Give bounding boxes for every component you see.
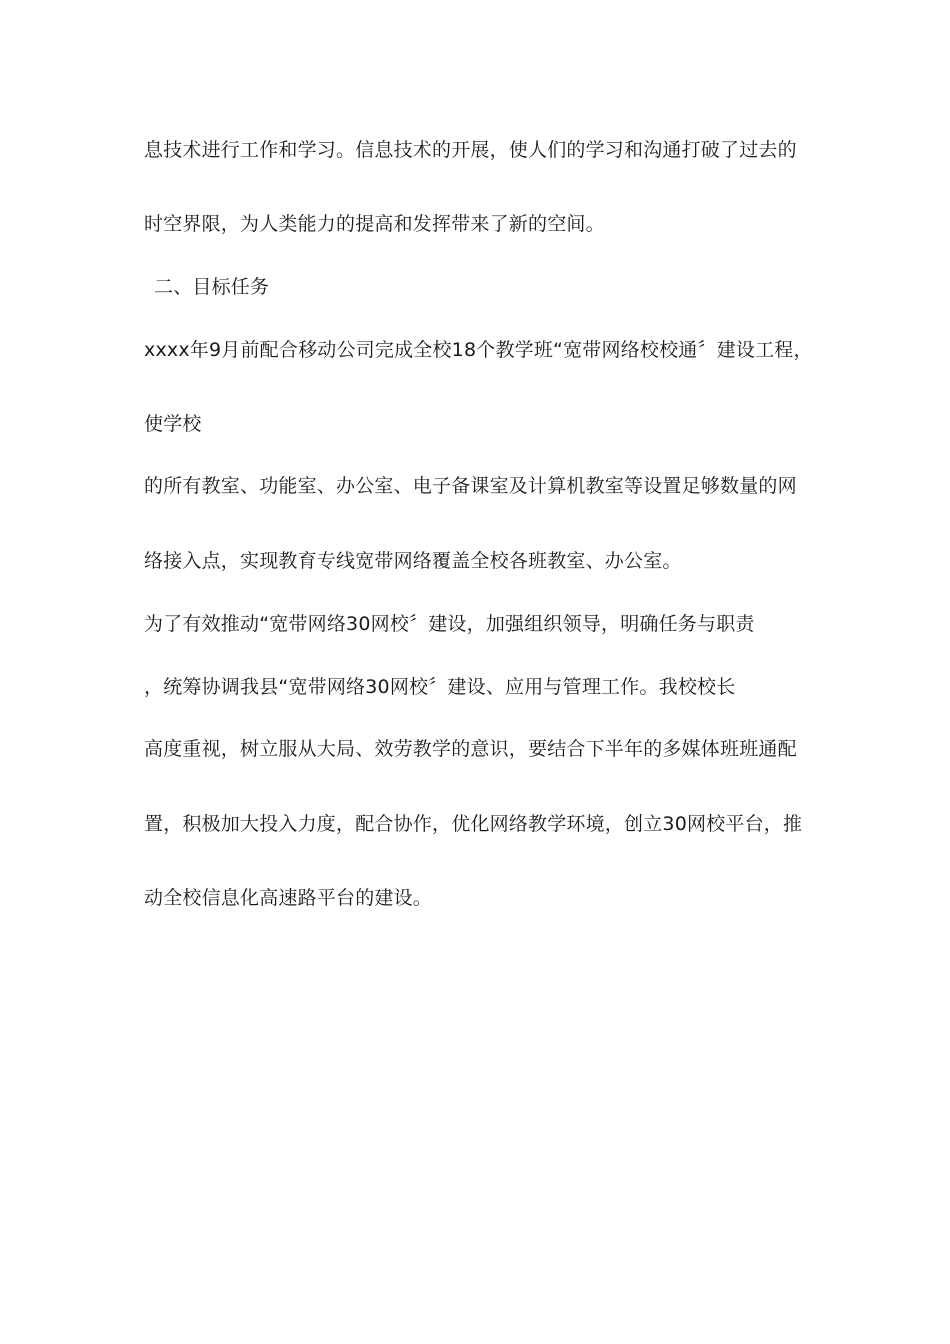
paragraph-line: 置，积极加大投入力度，配合协作，优化网络教学环境，创立30网校平台，推 xyxy=(144,813,803,835)
paragraph-line: 时空界限，为人类能力的提高和发挥带来了新的空间。 xyxy=(144,213,605,235)
paragraph-line: 络接入点，实现教育专线宽带网络覆盖全校各班教室、办公室。 xyxy=(144,550,682,572)
paragraph-line: 使学校 xyxy=(144,413,202,435)
paragraph-line: 的所有教室、功能室、办公室、电子备课室及计算机教室等设置足够数量的网 xyxy=(144,475,797,497)
paragraph-line: 高度重视，树立服从大局、效劳教学的意识，要结合下半年的多媒体班班通配 xyxy=(144,738,797,760)
section-heading: 二、目标任务 xyxy=(154,276,270,298)
paragraph-line: 息技术进行工作和学习。信息技术的开展，使人们的学习和沟通打破了过去的 xyxy=(144,139,797,161)
paragraph-line: 动全校信息化高速路平台的建设。 xyxy=(144,887,433,909)
paragraph-line: 为了有效推动“宽带网络30网校〞建设，加强组织领导，明确任务与职责 xyxy=(144,613,755,635)
paragraph-line: xxxx年9月前配合移动公司完成全校18个教学班“宽带网络校校通〞建设工程， xyxy=(144,339,813,361)
paragraph-line: ，统筹协调我县“宽带网络30网校〞建设、应用与管理工作。我校校长 xyxy=(144,676,736,698)
